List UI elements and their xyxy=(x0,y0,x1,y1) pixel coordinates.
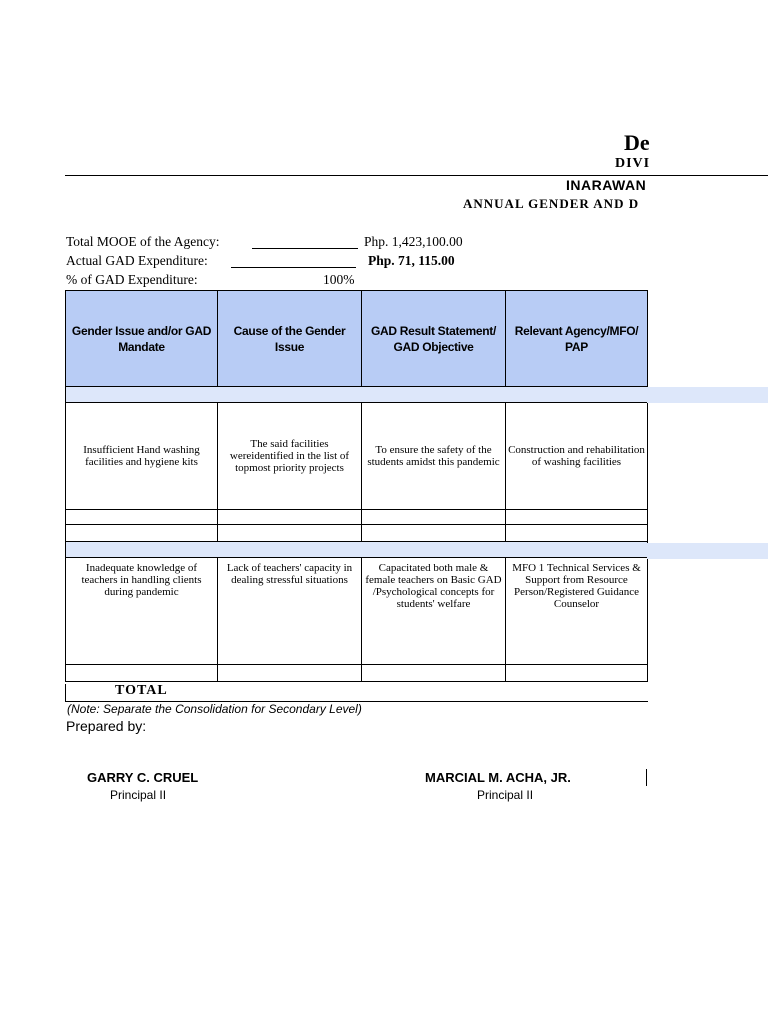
row1-gender-issue: Insufficient Hand washing facilities and hygiene kits xyxy=(66,403,218,510)
plan-title: ANNUAL GENDER AND D xyxy=(463,196,640,211)
mooe-value: Php. 1,423,100.00 xyxy=(364,234,463,249)
row2-cause: Lack of teachers' capacity in dealing stressful situations xyxy=(218,558,362,665)
section-band-organization-focused xyxy=(66,542,648,558)
mooe-blank-line xyxy=(252,248,358,249)
gad-percent-value: 100% xyxy=(323,272,355,287)
header-divider xyxy=(65,175,768,176)
department-title: De xyxy=(624,130,650,155)
gad-expenditure-label: Actual GAD Expenditure: xyxy=(66,253,208,268)
section-band-client-focused xyxy=(66,387,648,403)
total-label: TOTAL xyxy=(115,683,168,698)
table-row-empty xyxy=(66,665,648,682)
section-band-extension xyxy=(647,387,768,403)
table-row xyxy=(66,403,648,510)
signatory-position-2: Principal II xyxy=(477,788,534,802)
gad-plan-table xyxy=(65,290,648,682)
row1-result-statement: To ensure the safety of the students amidst this pandemic xyxy=(362,403,506,510)
division-heading: DIVI xyxy=(615,156,651,171)
header-result-statement: GAD Result Statement/ GAD Objective xyxy=(362,291,506,387)
consolidation-note: (Note: Separate the Consolidation for Secondary Level) xyxy=(67,702,362,716)
row2-agency-pap: MFO 1 Technical Services & Support from Resource Person/Registered Guidance Counselor xyxy=(506,558,648,665)
row1-cause: The said facilities wereidentified in the list of topmost priority projects xyxy=(218,403,362,510)
gad-expenditure-value: Php. 71, 115.00 xyxy=(368,253,455,268)
mooe-label: Total MOOE of the Agency: xyxy=(66,234,220,249)
gad-percent-label: % of GAD Expenditure: xyxy=(66,272,198,287)
table-row-empty xyxy=(66,525,648,542)
table-row xyxy=(66,558,648,665)
row2-gender-issue: Inadequate knowledge of teachers in handling clients during pandemic xyxy=(66,558,218,665)
row1-agency-pap: Construction and rehabilitation of washing facilities xyxy=(506,403,648,510)
school-name: INARAWAN xyxy=(566,177,647,193)
table-header-row xyxy=(66,291,648,387)
header-gender-issue: Gender Issue and/or GAD Mandate xyxy=(66,291,218,387)
cell-divider xyxy=(646,769,647,786)
signatory-name-1: GARRY C. CRUEL xyxy=(87,770,199,785)
header-cause: Cause of the Gender Issue xyxy=(218,291,362,387)
prepared-by-label: Prepared by: xyxy=(66,718,147,734)
row2-result-statement: Capacitated both male & female teachers on Basic GAD /Psychological concepts for students' welfare xyxy=(362,558,506,665)
gad-plan-table-wrapper xyxy=(65,290,648,682)
table-row-empty xyxy=(66,510,648,525)
signatory-name-2: MARCIAL M. ACHA, JR. xyxy=(425,770,571,785)
gad-expenditure-blank-line xyxy=(231,267,356,268)
header-agency-mfo-pap: Relevant Agency/MFO/ PAP xyxy=(506,291,648,387)
signatory-position-1: Principal II xyxy=(110,788,167,802)
section-band-extension xyxy=(647,543,768,559)
